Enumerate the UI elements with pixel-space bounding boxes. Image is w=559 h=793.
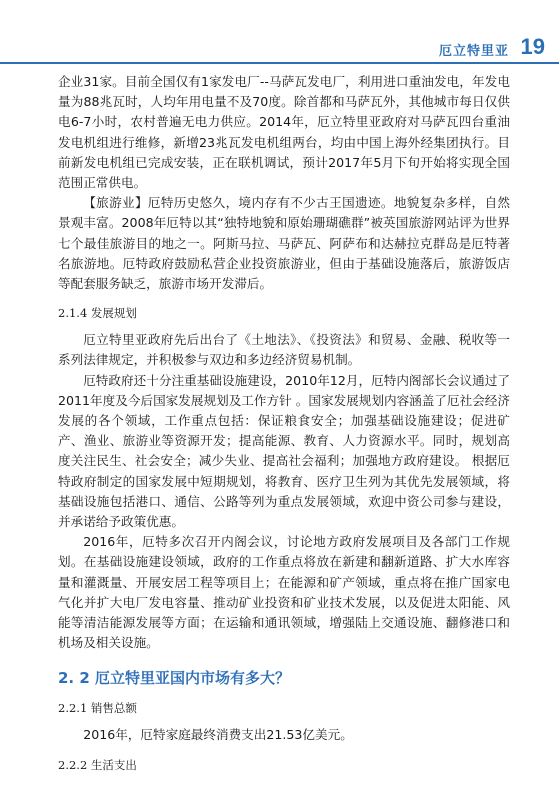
paragraph-tourism: 【旅游业】厄特历史悠久，境内存有不少古王国遗迹。地貌复杂多样，自然景观丰富。2008年厄特以其“独特地貌和原始珊瑚礁群”被英国旅游网站评为世界七个最佳旅游目的地之一。阿斯马拉、马萨瓦、阿萨布和达赫拉克群岛是厄特著名旅游地。厄特政府鼓励私营企业投资旅游业，但由于基础设施落后，旅游饭店等配套服务缺乏，旅游市场开发滞后。 [58, 195, 510, 292]
page-body [58, 72, 510, 782]
section-heading-market-size: 2. 2 厄立特里亚国内市场有多大？ [58, 669, 291, 688]
subsection-heading-living-expenses: 2.2.2 生活支出 [58, 757, 137, 772]
paragraph-infrastructure: 厄特政府还十分注重基础设施建设，2010年12月，厄特内阁部长会议通过了2011年度及今后国家发展规划及工作方针 。国家发展规划内容涵盖了厄社会经济发展的各个领域，工作重点包括：保证粮食安全；加强基础设施建设；促进矿产、渔业、旅游业等资源开发；提高能源、教育、人力资源水平。同时，规划高度关注民生、社会安全；减少失业、提高社会福利；加强地方政府建设。 根据厄特政府制定的国家发展中短期规划，将教育、医疗卫生列为其优先发展领域，将基础设施包括港口、通信、公路等列为重点发展领域，欢迎中资公司参与建设，并承诺给予政策优惠。 [58, 372, 510, 530]
paragraph-cabinet-2016: 2016年，厄特多次召开内阁会议，讨论地方政府发展项目及各部门工作规划。在基础设施建设领域，政府的工作重点将放在新建和翻新道路、扩大水库容量和灌溉量、开展安居工程等项目上；在能源和矿产领域，重点将在推广国家电气化并扩大电厂发电容量、推动矿业投资和矿业技术发展，以及促进太阳能、风能等清洁能源发展等方面；在运输和通讯领域，增强陆上交通设施、翻修港口和机场及相关设施。 [58, 534, 510, 651]
paragraph-consumption: 2016年，厄特家庭最终消费支出21.53亿美元。 [83, 727, 353, 743]
subsection-heading-development-plan: 2.1.4 发展规划 [58, 306, 137, 321]
page-number: 19 [520, 34, 545, 59]
subsection-heading-total-sales: 2.2.1 销售总额 [58, 701, 137, 716]
running-header-title: 厄立特里亚 [438, 44, 509, 59]
header-rule [0, 62, 559, 64]
paragraph-energy: 企业31家。目前全国仅有1家发电厂--马萨瓦发电厂，利用进口重油发电，年发电量为88兆瓦时，人均年用电量不及70度。除首都和马萨瓦外，其他城市每日仅供电6-7小时，农村普遍无电力供应。2014年，厄立特里亚政府对马萨瓦四台重油发电机组进行维修，新增23兆瓦发电机组两台，均由中国上海外经集团执行。目前新发电机组已完成安装，正在联机调试，预计2017年5月下旬开始将实现全国范围正常供电。 [58, 74, 510, 191]
paragraph-laws: 厄立特里亚政府先后出台了《土地法》、《投资法》和贸易、金融、税收等一系列法律规定，并积极参与双边和多边经济贸易机制。 [58, 332, 510, 368]
